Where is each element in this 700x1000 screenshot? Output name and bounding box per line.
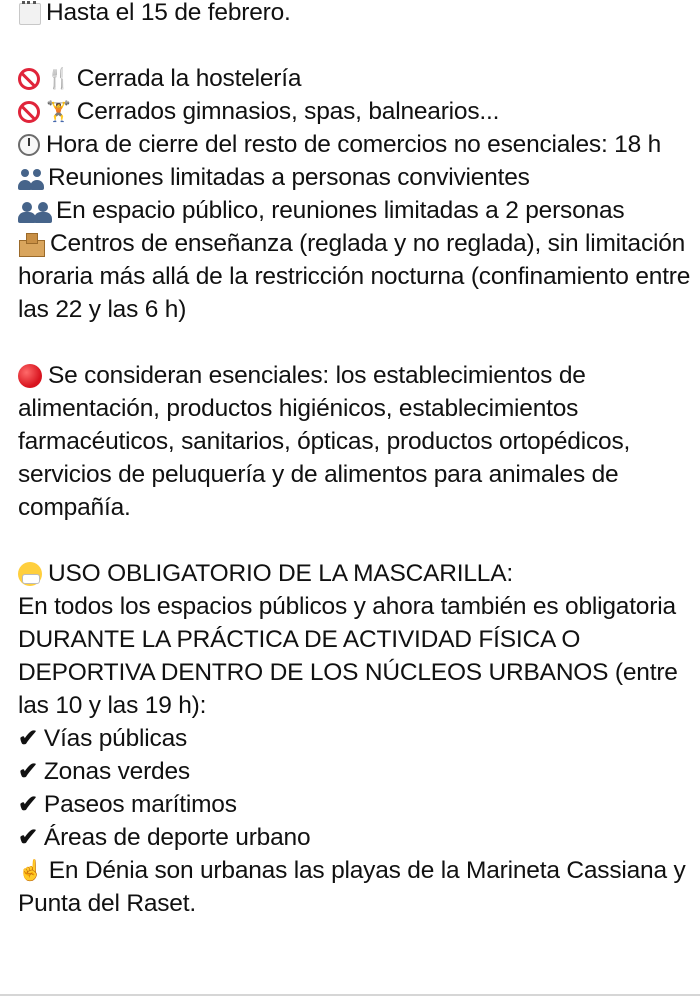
line-gyms [18,95,692,128]
line-check-sport-areas [18,821,692,854]
closing-time-text [18,128,661,161]
pointing-up-icon: ☝ [18,859,43,882]
no-entry-icon [18,62,40,95]
line-denia-beaches [18,854,692,920]
meetings-public-text: En espacio público, reuniones limitadas a 2 personas [56,197,625,224]
blank-line [18,29,692,62]
line-mask-heading [18,557,692,590]
checkmark-icon: ✔ [18,823,38,851]
meetings-household-text: Reuniones limitadas a personas convivientes [48,164,530,191]
two-people-icon [18,161,42,194]
no-entry-icon [18,95,40,128]
blank-line [18,524,692,557]
checkmark-icon: ✔ [18,790,38,818]
essentials-text-wrap [18,359,692,524]
school-icon [18,227,44,260]
weightlifter-icon: 🏋 [46,100,71,123]
bottom-divider [0,994,700,996]
denia-beaches-text-wrap [18,854,692,920]
mask-face-icon [18,557,42,590]
two-people-large-icon [18,194,50,227]
checkmark-icon: ✔ [18,724,38,752]
denia-beaches-text: En Dénia son urbanas las playas de la Marineta Cassiana y Punta del Raset. [18,857,686,917]
line-essentials [18,359,692,524]
closing-time-content: Hora de cierre del resto de comercios no esenciales: 18 h [46,131,662,158]
line-hospitality [18,62,692,95]
mask-heading-text: USO OBLIGATORIO DE LA MASCARILLA: [48,560,513,587]
checkmark-icon: ✔ [18,757,38,785]
fork-knife-icon: 🍴 [46,67,71,90]
check-green-zones-text: Zonas verdes [43,758,190,785]
red-circle-icon [18,359,42,392]
hospitality-text: Cerrada la hostelería [76,65,302,92]
schools-text: Centros de enseñanza (reglada y no reglada), sin limitación horaria más allá de la restricción nocturna (confinamiento entre las 22 y las 6 h) [18,230,691,323]
line-check-public-roads [18,722,692,755]
date-text: Hasta el 15 de febrero. [46,0,291,26]
check-public-roads-text: Vías públicas [43,725,188,752]
gyms-text: Cerrados gimnasios, spas, balnearios... [76,98,500,125]
calendar-icon [18,0,40,29]
line-schools [18,227,692,326]
clock-icon [18,128,40,161]
line-closing-time [18,128,692,161]
line-check-promenades [18,788,692,821]
line-check-green-zones [18,755,692,788]
line-date [18,0,692,29]
line-meetings-household [18,161,692,194]
essentials-text: Se consideran esenciales: los establecimientos de alimentación, productos higiénicos, establecimientos farmacéuticos, sanitarios, ópticas, productos ortopédicos, servicios de peluquería y de alimentos para animales de compañía. [18,362,631,521]
check-sport-areas-text: Áreas de deporte urbano [43,824,311,851]
line-mask-body [18,590,692,722]
mask-body-text: En todos los espacios públicos y ahora también es obligatoria DURANTE LA PRÁCTICA DE ACTIVIDAD FÍSICA O DEPORTIVA DENTRO DE LOS NÚCLEOS URBANOS (entre las 10 y las 19 h): [18,593,678,719]
blank-line [18,326,692,359]
line-meetings-public [18,194,692,227]
check-promenades-text: Paseos marítimos [43,791,237,818]
schools-text-wrap [18,227,692,326]
